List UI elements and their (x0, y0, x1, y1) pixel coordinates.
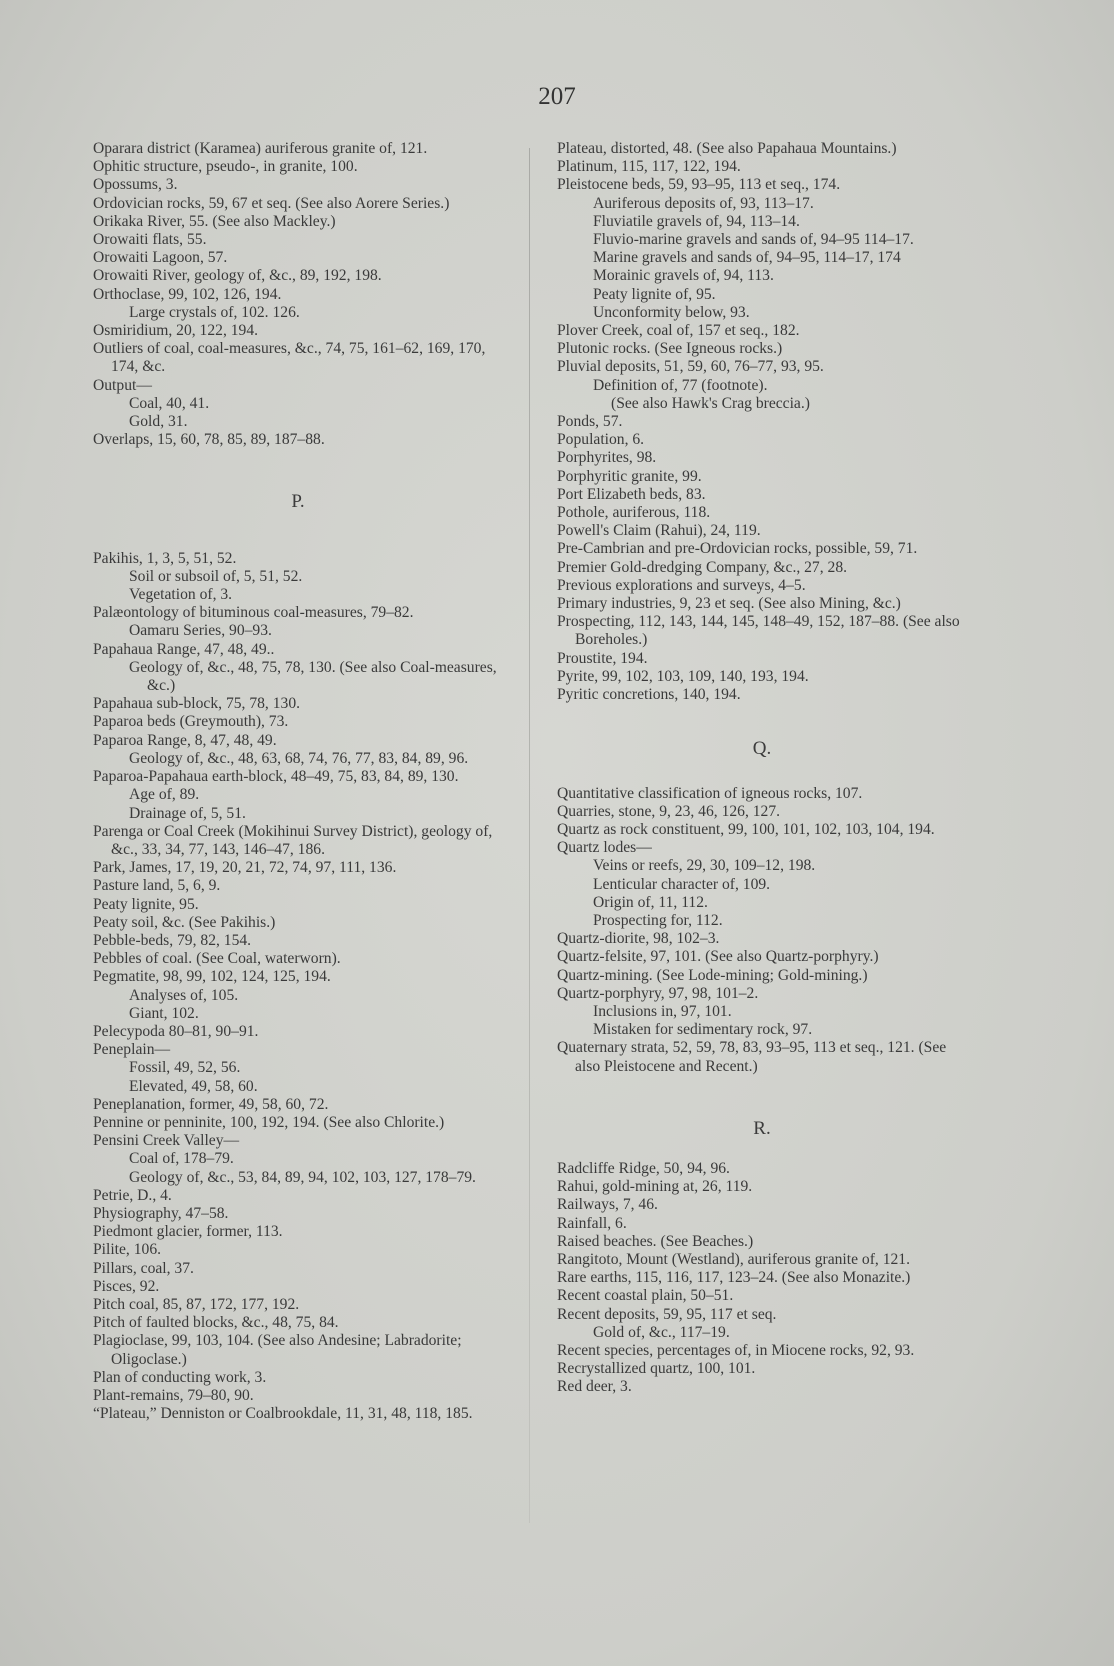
index-entry: Premier Gold-dredging Company, &c., 27, 28. (557, 558, 848, 576)
index-entry: Recent coastal plain, 50–51. (557, 1287, 734, 1305)
index-entry: Parenga or Coal Creek (Mokihinui Survey District), geology of, &c., 33, 34, 77, 143, 146–47, 186. (93, 822, 493, 858)
index-entry: Red deer, 3. (557, 1378, 632, 1396)
index-subentry: Lenticular character of, 109. (593, 875, 771, 893)
index-subentry: Elevated, 49, 58, 60. (129, 1077, 258, 1095)
index-entry: Raised beaches. (See Beaches.) (557, 1232, 754, 1250)
index-entry: Pitch of faulted blocks, &c., 48, 75, 84. (93, 1314, 339, 1332)
index-entry: Proustite, 194. (557, 649, 648, 667)
left-index-column (93, 140, 503, 1423)
index-entry: Ponds, 57. (557, 413, 623, 431)
index-entry: Population, 6. (557, 431, 645, 449)
section-letter: Q. (752, 738, 772, 760)
index-entry: Peneplain— (93, 1041, 171, 1059)
index-entry: Physiography, 47–58. (93, 1204, 229, 1222)
index-entry: Osmiridium, 20, 122, 194. (93, 322, 259, 340)
section-letter: R. (753, 1117, 771, 1139)
index-entry: Quaternary strata, 52, 59, 78, 83, 93–95, 113 et seq., 121. (See also Pleistocene and Recent.) (557, 1039, 947, 1075)
index-entry: Prospecting, 112, 143, 144, 145, 148–49, 152, 187–88. (See also Boreholes.) (557, 613, 960, 649)
index-subentry: Coal of, 178–79. (129, 1150, 234, 1168)
index-entry: Rainfall, 6. (557, 1214, 627, 1232)
index-entry: Railways, 7, 46. (557, 1196, 658, 1214)
index-subentry: Fluvio-marine gravels and sands of, 94–95 114–17. (593, 231, 914, 249)
index-subentry: Marine gravels and sands of, 94–95, 114–17, 174 (593, 249, 901, 267)
index-subentry: Geology of, &c., 53, 84, 89, 94, 102, 103, 127, 178–79. (129, 1168, 476, 1186)
index-entry: Orowaiti flats, 55. (93, 231, 207, 249)
index-entry: Pyrite, 99, 102, 103, 109, 140, 193, 194. (557, 667, 809, 685)
index-entry: Pelecypoda 80–81, 90–91. (93, 1022, 259, 1040)
index-entry: Pebble-beds, 79, 82, 154. (93, 931, 252, 949)
index-entry: Plagioclase, 99, 103, 104. (See also Andesine; Labradorite; Oligoclase.) (93, 1332, 462, 1368)
index-entry: Platinum, 115, 117, 122, 194. (557, 158, 741, 176)
index-entry: Peaty soil, &c. (See Pakihis.) (93, 913, 276, 931)
index-entry: Pyritic concretions, 140, 194. (557, 686, 741, 704)
index-entry: Papahaua Range, 47, 48, 49.. (93, 640, 275, 658)
index-entry: Pakihis, 1, 3, 5, 51, 52. (93, 549, 237, 567)
index-subentry: Unconformity below, 93. (593, 303, 750, 321)
index-entry: Pluvial deposits, 51, 59, 60, 76–77, 93, 95. (557, 358, 824, 376)
index-subentry: Mistaken for sedimentary rock, 97. (593, 1021, 813, 1039)
index-subentry: Morainic gravels of, 94, 113. (593, 267, 774, 285)
index-entry: Outliers of coal, coal-measures, &c., 74, 75, 161–62, 169, 170, 174, &c. (93, 340, 486, 376)
index-subentry: Giant, 102. (129, 1004, 199, 1022)
index-entry: Opossums, 3. (93, 176, 178, 194)
index-entry: Pennine or penninite, 100, 192, 194. (See also Chlorite.) (93, 1113, 445, 1131)
index-entry: Piedmont glacier, former, 113. (93, 1223, 283, 1241)
index-subentry: Gold of, &c., 117–19. (593, 1323, 730, 1341)
index-entry: Petrie, D., 4. (93, 1186, 172, 1204)
index-subentry: Coal, 40, 41. (129, 394, 210, 412)
index-subentry: Auriferous deposits of, 93, 113–17. (593, 194, 814, 212)
index-entry: Quartz-diorite, 98, 102–3. (557, 930, 720, 948)
index-entry: Palæontology of bituminous coal-measures, 79–82. (93, 604, 414, 622)
index-entry: Orowaiti Lagoon, 57. (93, 249, 228, 267)
index-entry: Peneplanation, former, 49, 58, 60, 72. (93, 1095, 329, 1113)
column-divider (529, 148, 530, 1523)
index-subentry: Veins or reefs, 29, 30, 109–12, 198. (593, 857, 816, 875)
index-entry: Radcliffe Ridge, 50, 94, 96. (557, 1159, 730, 1177)
index-entry: Output— (93, 376, 152, 394)
index-subentry: Fossil, 49, 52, 56. (129, 1059, 241, 1077)
index-entry: Rangitoto, Mount (Westland), auriferous granite of, 121. (557, 1250, 910, 1268)
index-entry: Porphyritic granite, 99. (557, 467, 702, 485)
index-subentry: Inclusions in, 97, 101. (593, 1002, 732, 1020)
page-number: 207 (538, 83, 576, 110)
index-subentry: Fluviatile gravels of, 94, 113–14. (593, 212, 800, 230)
index-entry: Pasture land, 5, 6, 9. (93, 877, 221, 895)
index-entry: Park, James, 17, 19, 20, 21, 72, 74, 97, 111, 136. (93, 859, 397, 877)
index-entry: Ophitic structure, pseudo-, in granite, 100. (93, 158, 358, 176)
index-subentry: Large crystals of, 102. 126. (129, 303, 300, 321)
index-entry: Powell's Claim (Rahui), 24, 119. (557, 522, 761, 540)
index-entry: Plutonic rocks. (See Igneous rocks.) (557, 340, 783, 358)
index-entry: Rare earths, 115, 116, 117, 123–24. (See also Monazite.) (557, 1269, 911, 1287)
index-entry: Paparoa-Papahaua earth-block, 48–49, 75, 83, 84, 89, 130. (93, 768, 459, 786)
index-subentry: Age of, 89. (129, 786, 200, 804)
index-entry: Pillars, coal, 37. (93, 1259, 194, 1277)
index-subentry: Geology of, &c., 48, 75, 78, 130. (See also Coal-measures, &c.) (129, 658, 497, 695)
index-entry: Plateau, distorted, 48. (See also Papahaua Mountains.) (557, 140, 897, 157)
index-entry: Porphyrites, 98. (557, 449, 657, 467)
index-subentry: Drainage of, 5, 51. (129, 804, 246, 822)
index-entry: Orthoclase, 99, 102, 126, 194. (93, 285, 282, 303)
index-subentry: Vegetation of, 3. (129, 586, 233, 604)
index-entry: Quartz-porphyry, 97, 98, 101–2. (557, 984, 759, 1002)
index-subentry: Analyses of, 105. (129, 986, 239, 1004)
index-entry: Paparoa beds (Greymouth), 73. (93, 713, 289, 731)
index-entry: Papahaua sub-block, 75, 78, 130. (93, 695, 301, 713)
section-letter: P. (291, 491, 305, 513)
index-entry: Port Elizabeth beds, 83. (557, 485, 706, 503)
index-entry: Quarries, stone, 9, 23, 46, 126, 127. (557, 802, 781, 820)
index-subentry: Gold, 31. (129, 413, 188, 431)
index-subentry: Geology of, &c., 48, 63, 68, 74, 76, 77, 83, 84, 89, 96. (129, 749, 469, 767)
index-entry: Plover Creek, coal of, 157 et seq., 182. (557, 322, 800, 340)
index-subentry: Definition of, 77 (footnote). (593, 376, 768, 394)
index-entry: Previous explorations and surveys, 4–5. (557, 576, 806, 594)
index-entry: Plan of conducting work, 3. (93, 1368, 267, 1386)
index-entry: Peaty lignite, 95. (93, 895, 199, 913)
index-entry: Oparara district (Karamea) auriferous granite of, 121. (93, 140, 428, 157)
index-subentry: Origin of, 11, 112. (593, 893, 708, 911)
index-subentry: Peaty lignite of, 95. (593, 285, 716, 303)
index-entry: Pilite, 106. (93, 1241, 162, 1259)
index-entry: Quartz-felsite, 97, 101. (See also Quartz-porphyry.) (557, 948, 879, 966)
right-index-column (557, 140, 967, 1397)
index-entry: Recrystallized quartz, 100, 101. (557, 1360, 756, 1378)
index-entry: Pitch coal, 85, 87, 172, 177, 192. (93, 1295, 300, 1313)
index-entry: Pleistocene beds, 59, 93–95, 113 et seq., 174. (557, 176, 841, 194)
index-entry: Quartz as rock constituent, 99, 100, 101, 102, 103, 104, 194. (557, 820, 935, 838)
index-subentry: Soil or subsoil of, 5, 51, 52. (129, 567, 303, 585)
index-entry: Plant-remains, 79–80, 90. (93, 1387, 254, 1404)
index-entry: Recent species, percentages of, in Miocene rocks, 92, 93. (557, 1341, 915, 1359)
index-entry: Orikaka River, 55. (See also Mackley.) (93, 212, 336, 230)
index-entry: Overlaps, 15, 60, 78, 85, 89, 187–88. (93, 431, 325, 449)
index-entry: Pensini Creek Valley— (93, 1132, 240, 1150)
index-subentry: (See also Hawk's Crag breccia.) (611, 394, 810, 412)
index-entry: Pegmatite, 98, 99, 102, 124, 125, 194. (93, 968, 331, 986)
index-entry: Recent deposits, 59, 95, 117 et seq. (557, 1305, 777, 1323)
index-entry: Pebbles of coal. (See Coal, waterworn). (93, 950, 341, 968)
index-entry: Pre-Cambrian and pre-Ordovician rocks, possible, 59, 71. (557, 540, 918, 558)
index-subentry: Oamaru Series, 90–93. (129, 622, 272, 640)
index-entry: Quantitative classification of igneous rocks, 107. (557, 784, 863, 802)
index-entry: Primary industries, 9, 23 et seq. (See also Mining, &c.) (557, 595, 901, 613)
index-entry: Rahui, gold-mining at, 26, 119. (557, 1178, 753, 1196)
index-entry: Pothole, auriferous, 118. (557, 504, 711, 522)
index-entry: Paparoa Range, 8, 47, 48, 49. (93, 731, 277, 749)
index-entry: Orowaiti River, geology of, &c., 89, 192, 198. (93, 267, 382, 285)
index-entry: Quartz lodes— (557, 839, 652, 857)
index-entry: Pisces, 92. (93, 1277, 160, 1295)
index-entry: “Plateau,” Denniston or Coalbrookdale, 11, 31, 48, 118, 185. (93, 1405, 473, 1423)
index-entry: Ordovician rocks, 59, 67 et seq. (See also Aorere Series.) (93, 194, 450, 212)
index-subentry: Prospecting for, 112. (593, 911, 723, 929)
index-entry: Quartz-mining. (See Lode-mining; Gold-mining.) (557, 966, 868, 984)
